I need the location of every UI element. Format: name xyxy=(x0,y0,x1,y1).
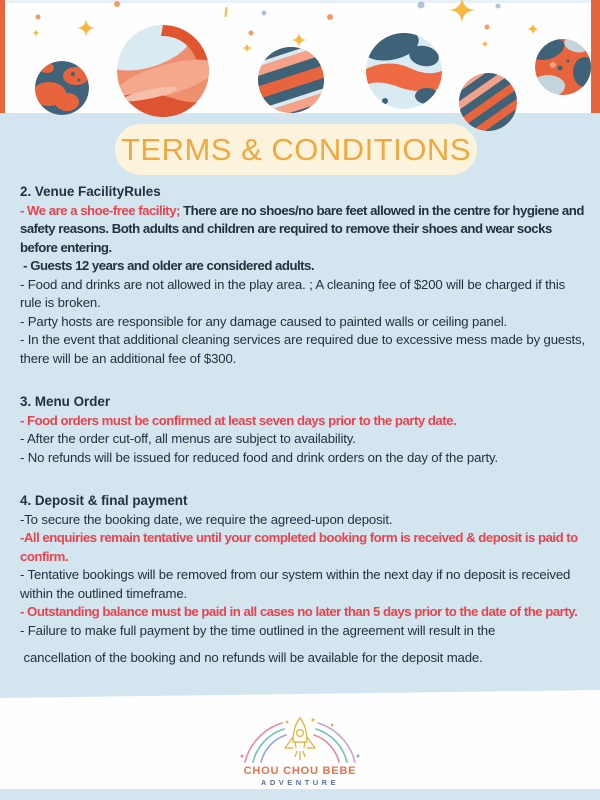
section-heading: 4. Deposit & final payment xyxy=(20,493,188,508)
section-deposit-payment xyxy=(20,492,586,668)
page-title: TERMS & CONDITIONS xyxy=(120,131,471,167)
section-venue-rules xyxy=(20,183,589,368)
brand-logo xyxy=(0,712,600,787)
warning-line: -All enquiries remain tentative until your completed booking form is received & deposit is paid to confirm. xyxy=(20,530,581,564)
swirl-planet-icon xyxy=(98,12,220,130)
brand-tagline: ADVENTURE xyxy=(260,778,340,787)
terms-line: - Guests 12 years and older are considered adults. xyxy=(20,258,315,273)
sparkle-stars xyxy=(32,0,539,53)
terms-line: -To secure the booking date, we require the agreed-upon deposit. xyxy=(20,511,393,527)
section-heading: 2. Venue FacilityRules xyxy=(20,184,161,199)
terms-body xyxy=(20,183,589,668)
terms-line: - Failure to make full payment by the time outlined in the agreement will result in the xyxy=(20,622,496,638)
clipped-planet-icon xyxy=(529,34,597,97)
warning-line: - Outstanding balance must be paid in all cases no later than 5 days prior to the date of the party. xyxy=(20,604,578,619)
terms-line xyxy=(20,202,586,258)
patch-planet-icon xyxy=(359,23,446,109)
decorative-dots xyxy=(36,1,501,36)
terms-line: cancellation of the booking and no refunds will be available for the deposit made. xyxy=(20,650,483,665)
striped-planet-icon xyxy=(235,27,351,134)
title-banner xyxy=(115,124,477,175)
terms-text: There are no shoes/no bare feet allowed in the centre for hygiene and safety reasons. Both adults and children are required to remove their shoes and wear socks before entering. xyxy=(20,202,588,255)
terms-line: - After the order cut-off, all menus are subject to availability. xyxy=(20,431,356,446)
section-heading: 3. Menu Order xyxy=(20,394,111,409)
terms-line: - Food and drinks are not allowed in the play area. ; A cleaning fee of $200 will be charged if this rule is broken. xyxy=(20,276,569,310)
rocket-icon xyxy=(285,718,315,760)
section-menu-order xyxy=(20,393,586,467)
terms-line: - In the event that additional cleaning services are required due to excessive mess made by guests, there will be an additional fee of $300. xyxy=(20,332,589,366)
bottom-blue-strip xyxy=(0,789,600,800)
warning-text: - We are a shoe-free facility; xyxy=(20,202,180,218)
terms-line: - No refunds will be issued for reduced food and drink orders on the day of the party. xyxy=(20,449,498,465)
brand-name: CHOU CHOU BEBE xyxy=(243,765,357,777)
rocket-with-rainbow-icon xyxy=(235,712,365,764)
terms-line: - Tentative bookings will be removed from our system within the next day if no deposit is received within the outlined timeframe. xyxy=(20,567,574,601)
terms-line: - Party hosts are responsible for any damage caused to painted walls or ceiling panel. xyxy=(20,313,508,329)
warning-line: - Food orders must be confirmed at least seven days prior to the party date. xyxy=(20,412,457,428)
earth-planet-icon xyxy=(32,61,89,115)
